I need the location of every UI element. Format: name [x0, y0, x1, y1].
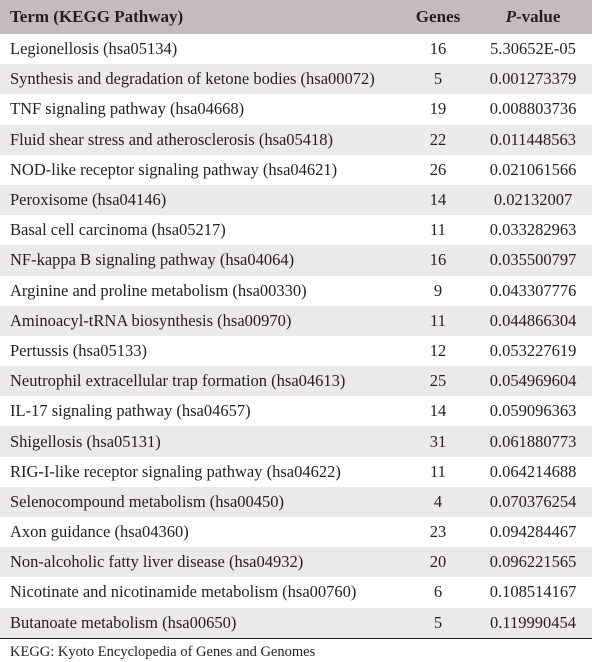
cell-genes: 11 — [430, 461, 446, 481]
table-row — [0, 125, 592, 155]
cell-genes: 14 — [429, 190, 447, 210]
header-p-suffix: -value — [516, 7, 561, 26]
header-p-value — [474, 0, 592, 34]
cell-term: Arginine and proline metabolism (hsa00330) — [10, 280, 307, 300]
cell-p-value: 0.119990454 — [489, 612, 576, 632]
table-row — [0, 577, 592, 607]
cell-genes: 26 — [429, 159, 447, 179]
cell-p-value: 0.094284467 — [489, 522, 577, 542]
cell-p-value: 0.054969604 — [489, 371, 577, 391]
cell-genes: 22 — [429, 129, 447, 149]
cell-term: Non-alcoholic fatty liver disease (hsa04932) — [10, 552, 304, 572]
cell-genes: 23 — [429, 522, 447, 542]
table-row — [0, 366, 592, 396]
table-row — [0, 396, 592, 426]
table-row — [0, 547, 592, 577]
cell-p-value: 0.108514167 — [489, 582, 577, 602]
cell-p-value: 0.001273379 — [489, 69, 577, 89]
cell-term: Axon guidance (hsa04360) — [10, 522, 189, 542]
cell-genes: 25 — [429, 371, 447, 391]
table-row — [0, 185, 592, 215]
header-p-italic: P — [505, 7, 516, 26]
cell-p-value: 0.021061566 — [489, 159, 577, 179]
table-body — [0, 34, 592, 638]
cell-genes: 9 — [433, 280, 443, 300]
cell-term: Shigellosis (hsa05131) — [10, 431, 161, 451]
cell-genes: 11 — [430, 310, 446, 330]
cell-term: NF-kappa B signaling pathway (hsa04064) — [10, 250, 295, 270]
table-row — [0, 94, 592, 124]
table-row — [0, 608, 592, 638]
cell-genes: 19 — [429, 99, 447, 119]
cell-term: Peroxisome (hsa04146) — [10, 190, 167, 210]
cell-p-value: 0.033282963 — [489, 220, 577, 240]
cell-p-value: 0.064214688 — [489, 461, 577, 481]
cell-genes: 11 — [430, 220, 446, 240]
cell-term: Fluid shear stress and atherosclerosis (hsa05418) — [10, 129, 334, 149]
cell-term: Pertussis (hsa05133) — [10, 340, 148, 360]
cell-p-value: 0.035500797 — [489, 250, 577, 270]
cell-p-value: 0.053227619 — [489, 340, 577, 360]
cell-p-value: 0.043307776 — [489, 280, 577, 300]
cell-genes: 4 — [433, 491, 443, 511]
table-row — [0, 276, 592, 306]
cell-genes: 6 — [433, 582, 443, 602]
header-row — [0, 0, 592, 34]
cell-genes: 5 — [433, 612, 443, 632]
table-row — [0, 487, 592, 517]
cell-term: Butanoate metabolism (hsa00650) — [10, 612, 237, 632]
table-row — [0, 64, 592, 94]
cell-term: Selenocompound metabolism (hsa00450) — [10, 491, 285, 511]
table-row — [0, 457, 592, 487]
table-row — [0, 155, 592, 185]
cell-term: Basal cell carcinoma (hsa05217) — [10, 220, 226, 240]
table-footnote: KEGG: Kyoto Encyclopedia of Genes and Genomes — [10, 643, 316, 660]
table-row — [0, 426, 592, 456]
cell-genes: 31 — [429, 431, 447, 451]
table-row — [0, 215, 592, 245]
cell-p-value: 0.044866304 — [489, 310, 577, 330]
cell-genes: 14 — [429, 401, 447, 421]
cell-p-value: 0.096221565 — [489, 552, 577, 572]
cell-genes: 16 — [429, 250, 447, 270]
cell-term: IL-17 signaling pathway (hsa04657) — [10, 401, 251, 421]
cell-term: Neutrophil extracellular trap formation (hsa04613) — [10, 371, 346, 391]
table-header — [0, 0, 592, 34]
cell-term: TNF signaling pathway (hsa04668) — [10, 99, 245, 119]
table-row — [0, 336, 592, 366]
cell-p-value: 0.011448563 — [489, 129, 576, 149]
cell-p-value: 0.008803736 — [489, 99, 577, 119]
cell-genes: 12 — [429, 340, 447, 360]
header-genes: Genes — [415, 7, 461, 26]
cell-term: Aminoacyl-tRNA biosynthesis (hsa00970) — [10, 310, 292, 330]
cell-term: RIG-I-like receptor signaling pathway (hsa04622) — [10, 461, 341, 481]
cell-p-value: 0.02132007 — [493, 190, 573, 210]
header-term: Term (KEGG Pathway) — [10, 7, 184, 26]
table-row — [0, 34, 592, 64]
cell-term: NOD-like receptor signaling pathway (hsa04621) — [10, 159, 338, 179]
cell-term: Synthesis and degradation of ketone bodies (hsa00072) — [10, 69, 375, 89]
cell-term: Nicotinate and nicotinamide metabolism (hsa00760) — [10, 582, 357, 602]
cell-genes: 5 — [433, 69, 443, 89]
cell-p-value: 5.30652E-05 — [490, 39, 576, 59]
cell-genes: 20 — [429, 552, 447, 572]
cell-genes: 16 — [429, 39, 447, 59]
table-row — [0, 245, 592, 275]
cell-p-value: 0.059096363 — [489, 401, 577, 421]
table-row — [0, 306, 592, 336]
table-row — [0, 517, 592, 547]
cell-p-value: 0.061880773 — [489, 431, 577, 451]
cell-p-value: 0.070376254 — [489, 491, 577, 511]
cell-term: Legionellosis (hsa05134) — [10, 39, 178, 59]
